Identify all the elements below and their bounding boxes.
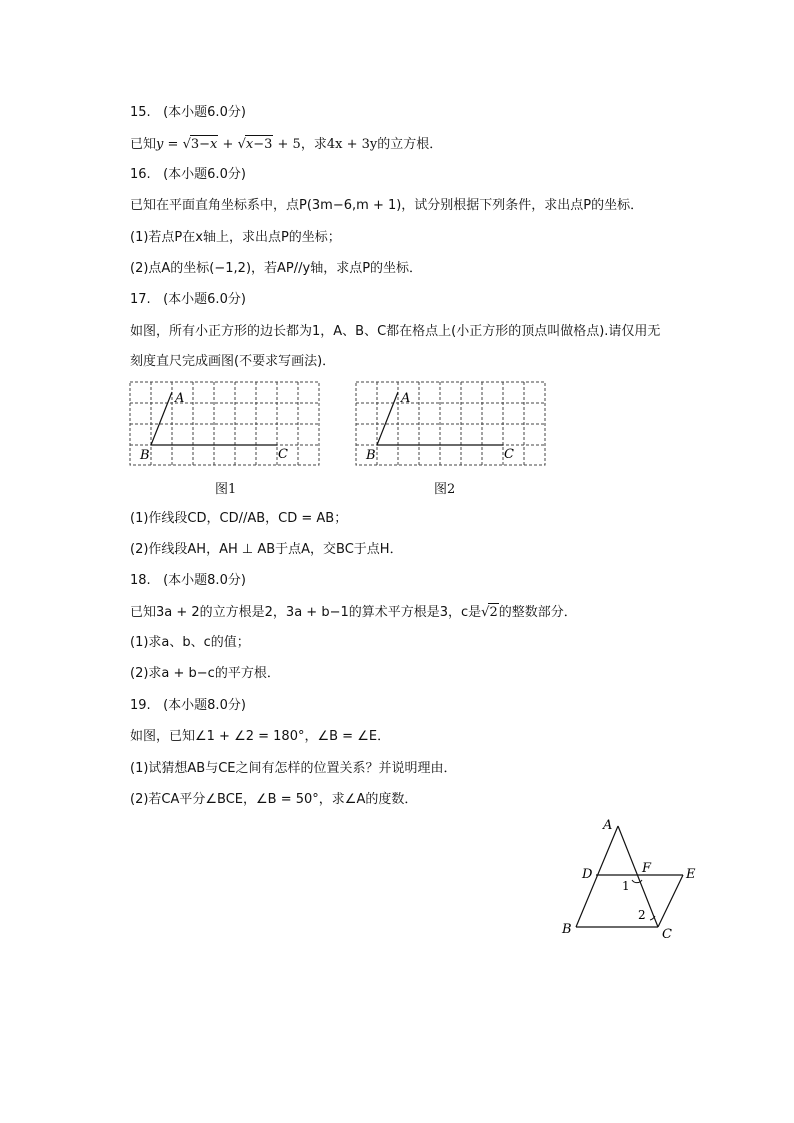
q17-part2: (2)作线段AH，AH ⊥ AB于点A，交BC于点H．	[130, 542, 403, 557]
q17-fig2-label-b: B	[366, 448, 376, 463]
q17-fig2-segment-ab	[377, 392, 398, 445]
q18-stem: 已知3a + 2的立方根是2，3a + b−1的算术平方根是3，c是√2的整数部分．	[130, 605, 577, 620]
q15-expression: 4x + 3y	[326, 137, 378, 152]
q17-fig1-label-b: B	[140, 448, 150, 463]
q19-label-one: 1	[622, 879, 630, 893]
q19-figure	[556, 812, 706, 942]
q19-score-tag: (本小题8.0分)	[163, 698, 246, 713]
q17-figure-2	[354, 380, 548, 470]
q19-label-d: D	[582, 867, 593, 882]
q15-header	[130, 104, 246, 122]
q17-stem-line2: 刻度直尺完成画图(不要求写画法)．	[130, 354, 336, 369]
q18-score-tag: (本小题8.0分)	[163, 573, 246, 588]
q17-fig1-label-c: C	[278, 447, 288, 462]
q17-fig1-caption: 图1	[215, 482, 237, 497]
q17-header	[130, 291, 246, 309]
q19-segment-ec	[658, 875, 683, 927]
q19-label-a: A	[603, 818, 613, 833]
q16-header	[130, 166, 246, 184]
q16-number: 16.	[130, 167, 151, 182]
q18-part2: (2)求a + b−c的平方根．	[130, 666, 280, 681]
q18-header	[130, 572, 246, 590]
q17-figure-1	[128, 380, 322, 470]
q18-number: 18.	[130, 573, 151, 588]
q17-number: 17.	[130, 292, 151, 307]
q19-label-c: C	[662, 927, 672, 942]
q17-score-tag: (本小题6.0分)	[163, 292, 246, 307]
q17-part1: (1)作线段CD，CD//AB，CD = AB；	[130, 511, 348, 526]
q17-fig1-label-a: A	[175, 391, 185, 406]
q15-score-tag: (本小题6.0分)	[163, 105, 246, 120]
q18-part1: (1)求a、b、c的值；	[130, 635, 250, 650]
q19-number: 19.	[130, 698, 151, 713]
q16-score-tag: (本小题6.0分)	[163, 167, 246, 182]
q17-fig2-caption: 图2	[434, 482, 456, 497]
q19-label-f: F	[642, 861, 652, 876]
q19-label-b: B	[562, 922, 572, 937]
q16-part2: (2)点A的坐标(−1,2)，若AP//y轴，求点P的坐标．	[130, 261, 423, 276]
q19-part2: (2)若CA平分∠BCE，∠B = 50°，求∠A的度数．	[130, 792, 418, 807]
q15-number: 15.	[130, 105, 151, 120]
q19-label-e: E	[686, 867, 696, 882]
q17-fig1-segment-ab	[151, 392, 172, 445]
q15-body: 已知y = √3−x + √x−3 + 5，求4x + 3y的立方根．	[130, 137, 443, 152]
q19-part1: (1)试猜想AB与CE之间有怎样的位置关系？并说明理由．	[130, 761, 457, 776]
q18-radicand: 2	[489, 605, 498, 620]
q17-stem-line1: 如图，所有小正方形的边长都为1，A、B、C都在格点上(小正方形的顶点叫做格点).请仅用无	[130, 324, 661, 339]
q16-part1: (1)若点P在x轴上，求出点P的坐标；	[130, 230, 341, 245]
q19-label-two: 2	[638, 908, 646, 922]
q19-stem: 如图，已知∠1 + ∠2 = 180°，∠B = ∠E．	[130, 729, 391, 744]
q16-stem: 已知在平面直角坐标系中，点P(3m−6,m + 1)，试分别根据下列条件，求出点P的坐标．	[130, 198, 644, 213]
q19-header	[130, 697, 246, 715]
q17-fig2-label-a: A	[401, 391, 411, 406]
q17-fig2-label-c: C	[504, 447, 514, 462]
